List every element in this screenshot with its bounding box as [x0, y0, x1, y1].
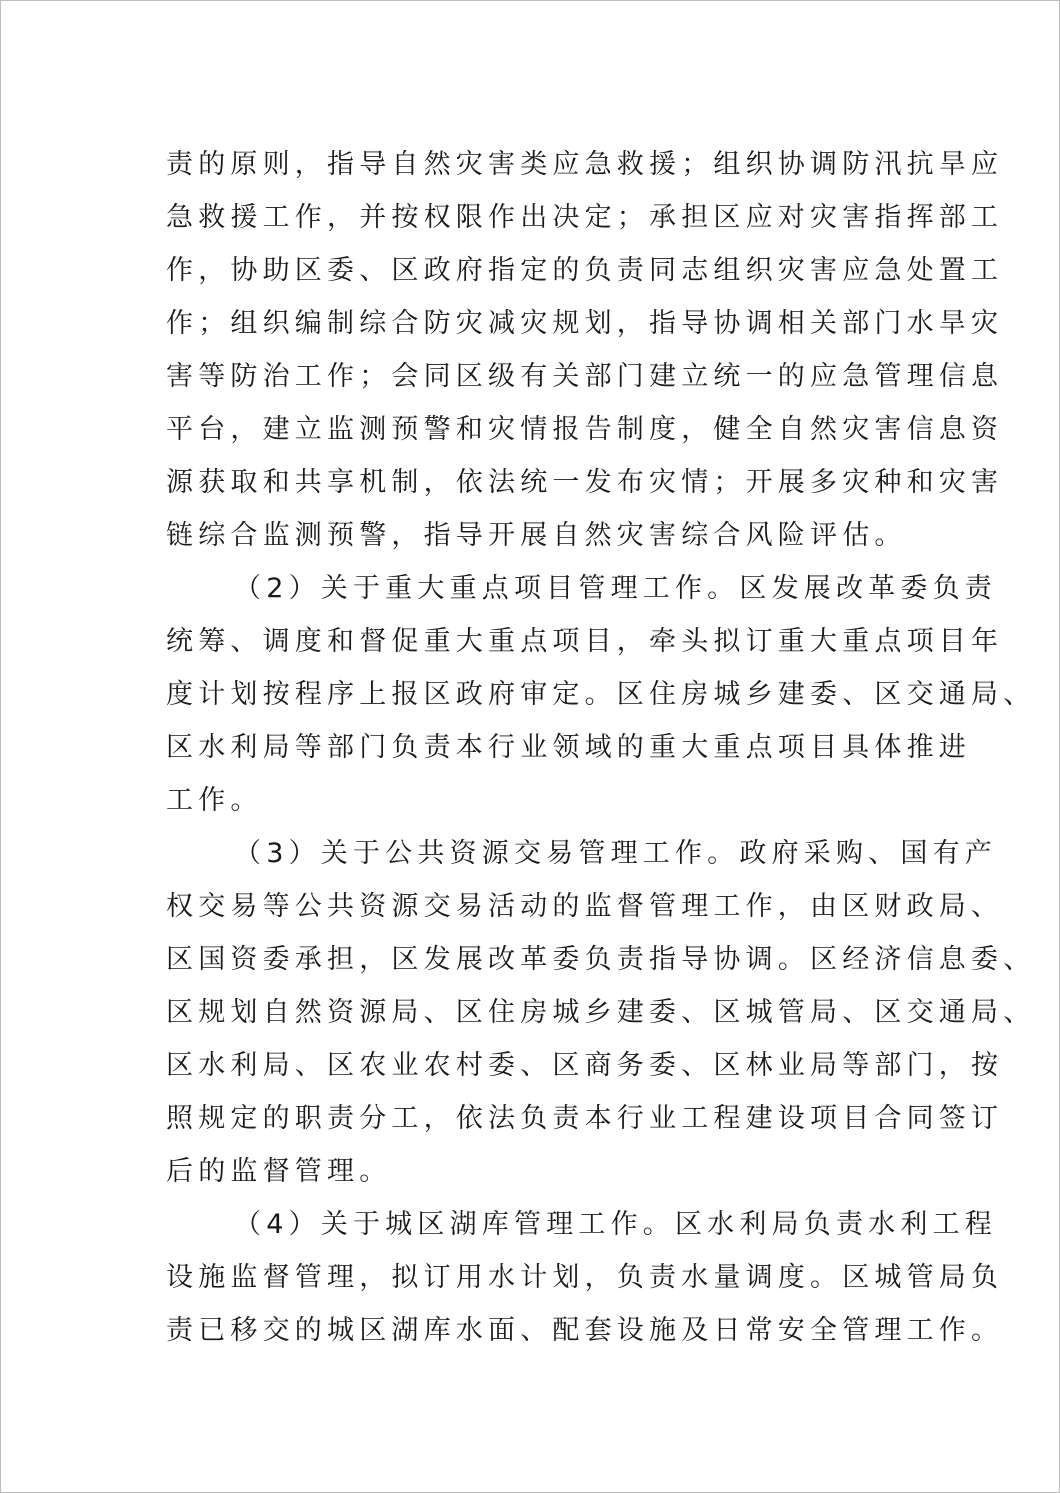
text-line: 责已移交的城区湖库水面、配套设施及日常安全管理工作。 — [166, 1315, 1004, 1346]
text-line: 链综合监测预警，指导开展自然灾害综合风险评估。 — [166, 520, 907, 551]
document-body — [166, 138, 1036, 1357]
text-line: 工作。 — [166, 785, 263, 816]
text-line: 区国资委承担，区发展改革委负责指导协调。区经济信息委、 — [166, 944, 1036, 975]
paragraph-4-first-line: （4）关于城区湖库管理工作。区水利局负责水利工程 — [234, 1209, 997, 1240]
text-line: 权交易等公共资源交易活动的监督管理工作，由区财政局、 — [166, 891, 1004, 922]
text-line: 统筹、调度和督促重大重点项目，牵头拟订重大重点项目年 — [166, 626, 1004, 657]
paragraph-2-first-line: （2）关于重大重点项目管理工作。区发展改革委负责 — [234, 573, 997, 604]
text-line: 作，协助区委、区政府指定的负责同志组织灾害应急处置工 — [166, 255, 1004, 286]
paragraph-3-first-line: （3）关于公共资源交易管理工作。政府采购、国有产 — [234, 838, 997, 869]
text-line: 照规定的职责分工，依法负责本行业工程建设项目合同签订 — [166, 1103, 1004, 1134]
text-line: 平台，建立监测预警和灾情报告制度，健全自然灾害信息资 — [166, 414, 1004, 445]
text-line: 后的监督管理。 — [166, 1156, 392, 1187]
text-line: 作；组织编制综合防灾减灾规划，指导协调相关部门水旱灾 — [166, 308, 1004, 339]
text-line: 区规划自然资源局、区住房城乡建委、区城管局、区交通局、 — [166, 997, 1036, 1028]
text-line: 责的原则，指导自然灾害类应急救援；组织协调防汛抗旱应 — [166, 149, 1004, 180]
text-line: 急救援工作，并按权限作出决定；承担区应对灾害指挥部工 — [166, 202, 1004, 233]
text-line: 源获取和共享机制，依法统一发布灾情；开展多灾种和灾害 — [166, 467, 1004, 498]
text-line: 区水利局等部门负责本行业领域的重大重点项目具体推进 — [166, 732, 971, 763]
text-line: 害等防治工作；会同区级有关部门建立统一的应急管理信息 — [166, 361, 1004, 392]
text-line: 度计划按程序上报区政府审定。区住房城乡建委、区交通局、 — [166, 679, 1036, 710]
text-line: 区水利局、区农业农村委、区商务委、区林业局等部门，按 — [166, 1050, 1004, 1081]
text-line: 设施监督管理，拟订用水计划，负责水量调度。区城管局负 — [166, 1262, 1004, 1293]
